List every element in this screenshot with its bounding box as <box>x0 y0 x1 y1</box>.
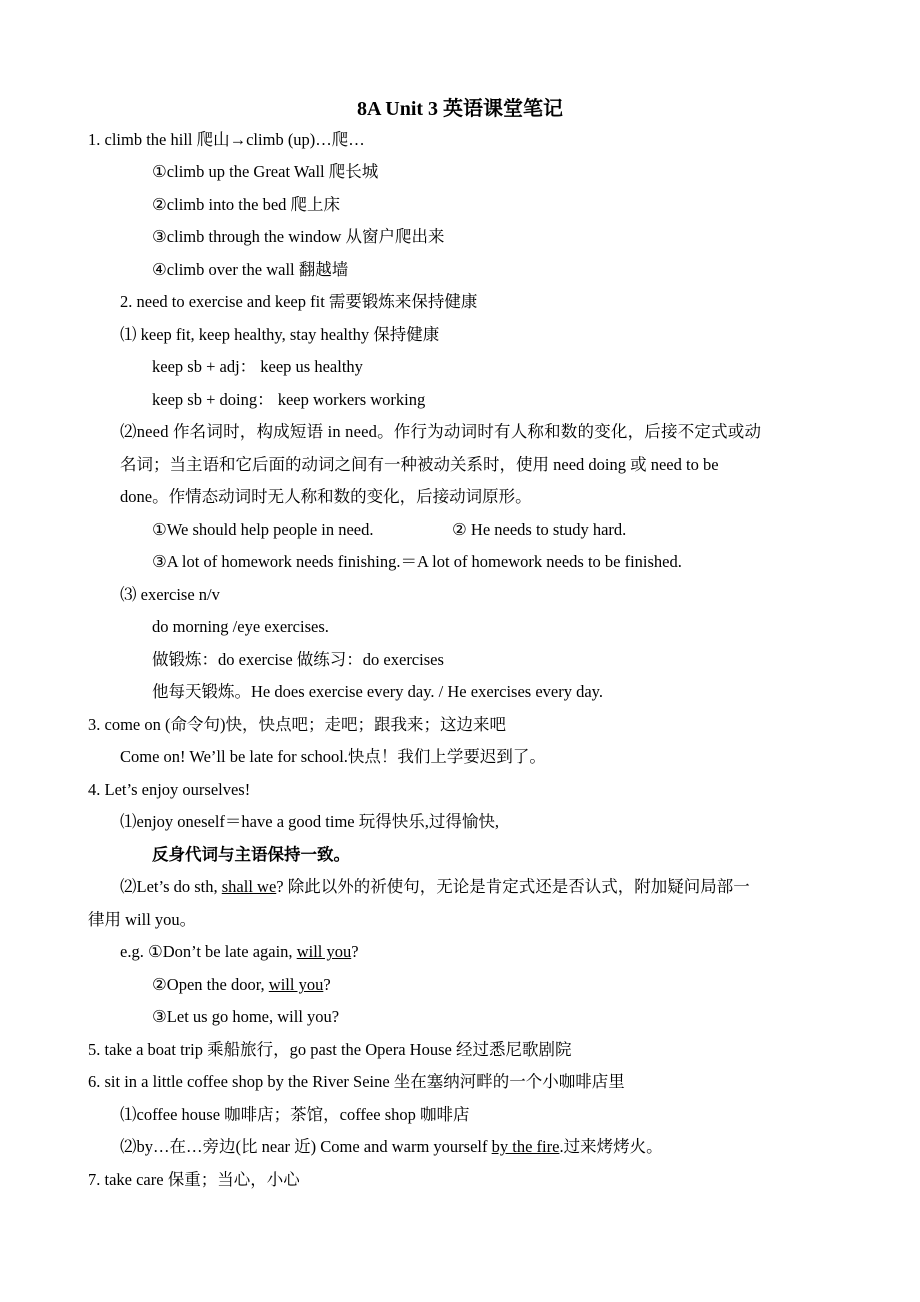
note-line: 6. sit in a little coffee shop by the River Seine 坐在塞纳河畔的一个小咖啡店里 <box>88 1072 625 1091</box>
note-line: 他每天锻炼。He does exercise every day. / He exercises every day. <box>152 682 603 701</box>
note-line: 做锻炼：do exercise 做练习：do exercises <box>152 650 444 669</box>
note-line: 2. need to exercise and keep fit 需要锻炼来保持健康 <box>120 292 478 311</box>
note-line: keep sb + doing： keep workers working <box>152 390 426 409</box>
note-line <box>120 941 359 963</box>
note-line: ② He needs to study hard. <box>452 520 627 539</box>
underlined-text: by the fire <box>491 1137 560 1156</box>
underlined-text: will you <box>296 942 352 961</box>
text-segment: .过来烤烤火。 <box>559 1137 663 1156</box>
note-line: ⑶ exercise n/v <box>120 585 220 604</box>
note-line: ⑴enjoy oneself＝have a good time 玩得快乐,过得愉快, <box>120 812 499 831</box>
text-segment: ②Open the door, <box>152 975 269 994</box>
note-line <box>120 1136 663 1158</box>
note-line: 7. take care 保重；当心，小心 <box>88 1170 300 1189</box>
note-line <box>152 974 331 996</box>
note-line-bold: 反身代词与主语保持一致。 <box>152 845 350 864</box>
note-line: 名词；当主语和它后面的动词之间有一种被动关系时，使用 need doing 或 need to be <box>120 455 719 474</box>
text-segment: ⑵by…在…旁边(比 near 近) Come and warm yourself <box>120 1137 492 1156</box>
text-segment: ? 除此以外的祈使句，无论是肯定式还是否认式，附加疑问局部一 <box>276 877 750 896</box>
underlined-text: will you <box>268 975 324 994</box>
note-line: ③Let us go home, will you? <box>152 1007 340 1026</box>
note-line <box>120 876 750 898</box>
note-line: 5. take a boat trip 乘船旅行，go past the Opera House 经过悉尼歌剧院 <box>88 1040 572 1059</box>
note-line: keep sb + adj： keep us healthy <box>152 357 363 376</box>
note-line: do morning /eye exercises. <box>152 617 329 636</box>
note-line: 3. come on (命令句)快，快点吧；走吧；跟我来；这边来吧 <box>88 715 506 734</box>
text-segment: ? <box>323 975 331 994</box>
note-line: ⑴ keep fit, keep healthy, stay healthy 保持健康 <box>120 325 440 344</box>
note-line: ①We should help people in need. <box>152 520 374 539</box>
note-line: 1. climb the hill 爬山→climb (up)…爬… <box>88 130 365 149</box>
underlined-text: shall we <box>221 877 277 896</box>
note-line: done。作情态动词时无人称和数的变化，后接动词原形。 <box>120 487 532 506</box>
note-line: ③A lot of homework needs finishing.＝A lot of homework needs to be finished. <box>152 552 682 571</box>
note-line: ⑵need 作名词时，构成短语 in need。作行为动词时有人称和数的变化，后接不定式或动 <box>120 422 762 441</box>
note-line: ②climb into the bed 爬上床 <box>152 195 341 214</box>
text-segment: ⑵Let’s do sth, <box>120 877 222 896</box>
note-line: 4. Let’s enjoy ourselves! <box>88 780 251 799</box>
note-line: ①climb up the Great Wall 爬长城 <box>152 162 379 181</box>
note-line: ④climb over the wall 翻越墙 <box>152 260 349 279</box>
note-line: ③climb through the window 从窗户爬出来 <box>152 227 445 246</box>
note-line: 律用 will you。 <box>88 910 197 929</box>
text-segment: e.g. ①Don’t be late again, <box>120 942 297 961</box>
text-segment: ? <box>351 942 359 961</box>
note-line: Come on! We’ll be late for school.快点！我们上学要迟到了。 <box>120 747 546 766</box>
note-line: ⑴coffee house 咖啡店；茶馆，coffee shop 咖啡店 <box>120 1105 470 1124</box>
page-title: 8A Unit 3 英语课堂笔记 <box>356 98 564 120</box>
